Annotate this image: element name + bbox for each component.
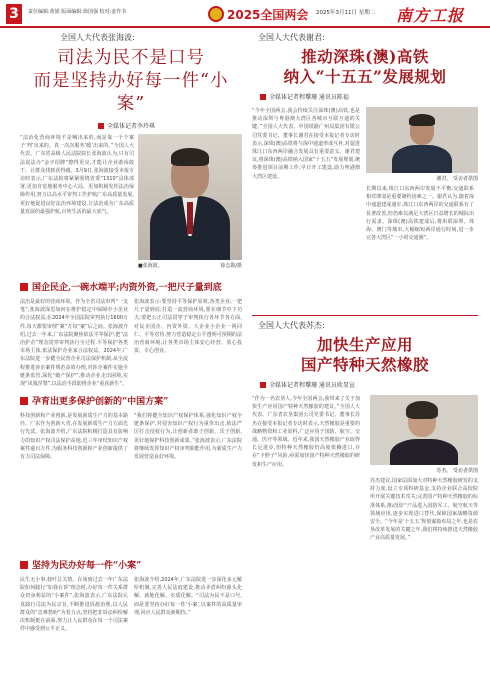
article-kicker: 全国人大代表谢君: xyxy=(258,33,325,42)
section-banner xyxy=(208,3,308,25)
section-3-col-1: 民生无小事,枝叶总关情。在谈到过去一年广东法院如何践行“如我在诉”理念时,办好每一件关系群众切身利益的“小案件”,张海波表示,广东法院认真践行司法为民宗旨,不断推进诉源治理,以人民群众的“急难愁盼”为着力点,坚持把非诉讼纠纷解决机制挺在前面,努力让人民群众在每一个司法案件中感受到公平正义。 xyxy=(20,577,128,633)
section-heading-text: 坚持为民办好每一件“小案” xyxy=(32,561,142,571)
article-byline xyxy=(260,380,478,389)
title-line-1: 推动深珠(澳)高铁 xyxy=(301,47,429,66)
byline-text: 全媒体记者李玲琪 xyxy=(107,123,156,130)
photo-caption: 谢君。 受访者供图 xyxy=(436,176,478,182)
byline-text: 全媒体记者程瓈珊 通讯员陈福 xyxy=(269,94,349,101)
section-2-body xyxy=(20,412,242,554)
section-heading-1 xyxy=(20,280,242,293)
section-3-col-2: 张海波介绍,2024年,广东法院进一步深化多元解纷机制,完善人民法庭建设,推动矛盾纠纷源头化解、就地化解、实质化解。“司法为民不是口号,而是要坚持办好每一件‘小案’,以案件的高质量审理,回应人民群众新期待。” xyxy=(134,577,242,616)
right-bottom-col-2: 苏杰建议,国家层面加大对特种天然橡胶研发的支持力度,设立专项科研基金,支持企业联合高校院所开展关键技术攻关;完善国产特种天然橡胶的标准体系,推动国产产品进入国防军工、航空航天等领域应用,逐步实现进口替代,保障国家战略资源安全。“今年是‘十五五’规划谋篇布局之年,也是农垦改革发展的关键之年,我们将持续推进天然橡胶产业高质量发展。” xyxy=(370,478,478,542)
right-top-body xyxy=(252,107,478,311)
portrait-photo xyxy=(366,107,478,173)
right-bottom-title-block xyxy=(252,320,478,375)
left-article xyxy=(20,32,242,690)
right-top-col-2: 长期以来,珠江口东西两岸发展不平衡,交通联系相对薄弱是重要制约因素之一。谢君认为,随着深中通道建成通车,珠江口东西两岸的交通联系有了显著改善,但仍难以满足大湾区日益增长的城际出行需求。深珠(澳)高铁建成后,将串联深圳、珠海、澳门等城市,大幅缩短两岸通行时间,进一步完善大湾区“一小时交通圈”。 xyxy=(366,186,474,242)
section-1-col-2: 张海波表示:要坚持平等保护原则,各类企业,一把尺子量到底;打造一流营商环境,要在细节中下功夫;要把公正司法贯穿于审判执行各环节各方面,对民企国企、内资外资、大企业小企业一视同仁、平等对待,努力营造稳定公平透明可预期的法治营商环境,让各类市场主体安心经营、放心投资、专心创业。 xyxy=(134,299,242,355)
section-heading-3 xyxy=(20,558,242,571)
emblem-icon xyxy=(208,6,224,22)
title-line-2: 纳入“十五五”发展规划 xyxy=(283,67,447,86)
portrait-photo xyxy=(370,395,478,465)
square-bullet-icon xyxy=(20,397,28,405)
title-line-2: 而是坚持办好每一件“小案” xyxy=(33,71,229,114)
caption-name: ■张海波。 xyxy=(138,263,163,269)
page-number: 3 xyxy=(6,4,22,24)
right-bottom-body xyxy=(252,395,478,609)
square-bullet-icon xyxy=(20,283,28,291)
section-2-col-1: 科技创新和产业创新,是发展新质生产力的基本路径。广东作为创新大省,在发展新质生产力方面先行先试。张海波介绍,广东法院积极打造具有影响力的知识产权司法保护高地,近三年审结知识产权案件逾百万件,为服务科技创新和产业创新提供了有力司法保障。 xyxy=(20,413,128,461)
article-byline xyxy=(98,121,242,130)
issue-date: 2025年3月11日 星期二 xyxy=(316,10,376,16)
editor-credits: 责任编辑:黄娟 版面编辑:徐国强 校对:姜作书 xyxy=(28,9,127,15)
article-title xyxy=(20,47,242,116)
square-bullet-icon xyxy=(260,94,266,100)
page-header xyxy=(0,0,490,28)
title-line-2: 国产特种天然橡胶 xyxy=(300,355,429,374)
section-2-col-2: “我们将健全知识产权保护体系,强化知识产权全链条保护,对侵害知识产权行为重拳出击,依法严厉打击侵权行为,让创新者敢于创新、乐于创新,更好地保护科技创新成果。”张海波表示,广东法院将继续发挥知识产权审判职能作用,为新质生产力发展营造良好环境。 xyxy=(134,413,242,461)
square-bullet-icon xyxy=(20,561,28,569)
caption-credit: 徐志勋/摄 xyxy=(220,263,242,269)
article-divider xyxy=(252,315,478,316)
right-top-title-block xyxy=(252,32,478,87)
right-bottom-col-1: “作为一名农垦人,今年全国两会,我带来了关于加快生产应用国产特种天然橡胶的建议。”全国人大代表、广东省农垦集团公司党委书记、董事长苏杰在接受本报记者专访时表示,天然橡胶是重要的战略物资和工业原料,广泛应用于国防、航空、交通、医疗等领域。近年来,我国天然橡胶产业取得长足进步,但特种天然橡胶仍高度依赖进口,存在“卡脖子”风险,亟需加快国产特种天然橡胶的研发和生产应用。 xyxy=(252,396,360,468)
article-byline xyxy=(260,92,478,101)
section-title: 2025全国两会 xyxy=(227,7,309,22)
square-bullet-icon xyxy=(260,382,266,388)
right-top-col-1: “今年全国两会,我会持续关注深珠(澳)高铁,也是推动深圳与粤港澳大湾区各城市互联互通的关键。”全国人大代表、中国铁路广州局集团有限公司党委书记、董事长谢君在接受本报记者专访时表示,深珠(澳)高铁将与深中通道形成互补,对促进珠江口东西两岸融合发展具有重要意义。谢君建议,将深珠(澳)高铁纳入国家“十五五”发展规划,统筹推进项目前期工作,早日开工建设,助力粤港澳大湾区建设。 xyxy=(252,108,360,180)
byline-text: 全媒体记者程瓈珊 通讯员欧显宣 xyxy=(269,382,355,389)
article-title xyxy=(252,335,478,375)
right-articles xyxy=(252,32,478,609)
article-kicker: 全国人大代表张海波: xyxy=(60,33,135,42)
title-line-1: 司法为民不是口号 xyxy=(57,48,205,68)
right-top-col-2-wrap xyxy=(366,107,478,311)
section-heading-2 xyxy=(20,394,242,407)
article-kicker: 全国人大代表苏杰: xyxy=(258,321,325,330)
section-1-body xyxy=(20,298,242,390)
photo-caption: 苏杰。 受访者供图 xyxy=(436,468,478,474)
portrait-photo xyxy=(138,134,242,260)
square-bullet-icon xyxy=(98,123,104,129)
title-line-1: 加快生产应用 xyxy=(316,335,413,354)
section-heading-text: 国企民企,一碗水端平;内资外资,一把尺子量到底 xyxy=(32,283,222,293)
lead-section xyxy=(20,134,242,276)
lead-paragraph: “法治化营商环境不是喊出来的,而是靠一个个案子‘判’出来的。真一次次服务‘暖’出来的。”全国人大代表、广东省高级人民法院院长张海波认为,只有司法说法办“金字招牌”擦得更亮,才能让企业敢闯敢干、让群众找到获得感。3月9日,张海波接受本报专访时表示,广东法院将紧紧围绕省委“1310”具体部署,更加自觉地服务中心大局、更加积极发挥法治保障作用,努力以高水平审判工作护航广东高质量发展,更好地促进良好法治环境建设,让法治成为广东高质量发展的最强护航,百姓生活的最大底气。 xyxy=(20,135,134,215)
section-heading-text: 孕育出更多保护创新的“中国方案” xyxy=(32,397,169,407)
right-bottom-col-2-wrap xyxy=(370,395,478,609)
section-3-body xyxy=(20,576,242,690)
newspaper-masthead: 南方工报 xyxy=(396,6,465,25)
photo-caption xyxy=(138,262,242,269)
article-title xyxy=(252,47,478,87)
section-1-col-1: 法治是最好的营商环境。作为全省司法审判“一支笔”,张海波深思如何在维护稳定中保障中小企业的合法权益,在2024年全国法院审判执行1600万件,每天都要审理“案”万每“案”后之间。张海波介绍,过去一年来,广东法院聚焦依法平等保护,把“法治护企”理念贯穿审判执行全过程,平等保护各类市场主体,依法保护企业家合法权益。2024年,广东法院进一步健全民营企业司法保护机制,从全流程推进涉企案件规范高效办理,对涉企案件实施全链条监管,深化“破产保护”,推动企业走出困境,实现“凤凰涅槃”,以法治手段助推企业“重获新生”。 xyxy=(20,299,128,388)
